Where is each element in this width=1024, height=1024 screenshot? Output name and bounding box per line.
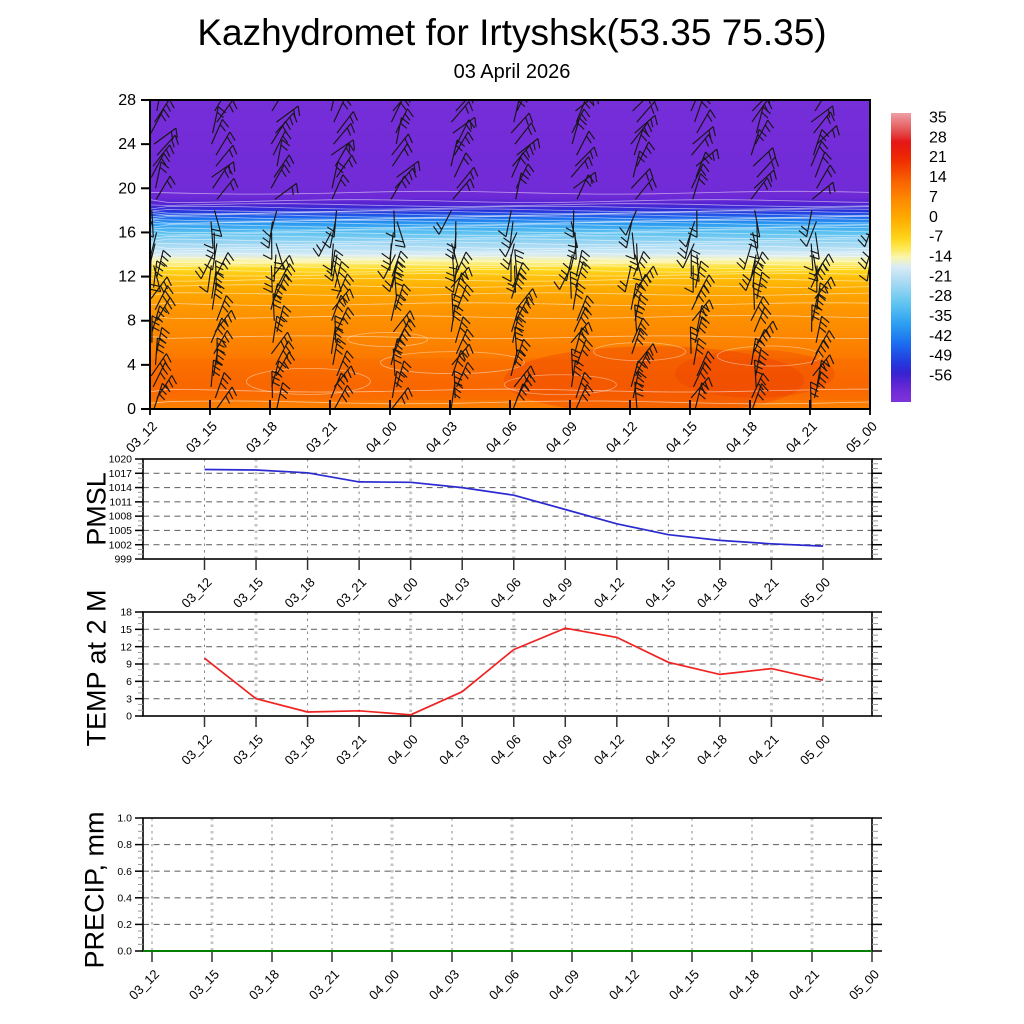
colorbar-tick-label: 21 — [929, 149, 947, 167]
precip-x-tick-label: 03_12 — [125, 966, 163, 1003]
precip-x-tick-label: 04_09 — [545, 966, 583, 1003]
precip-x-tick-label: 03_21 — [305, 966, 343, 1003]
pmsl-x-tick-label: 05_00 — [796, 574, 834, 611]
precip-panel — [117, 813, 882, 1003]
precip-x-tick-label: 04_21 — [785, 966, 823, 1003]
precip-y-tick-label: 0.6 — [117, 865, 132, 878]
pmsl-x-tick-label: 04_18 — [693, 574, 731, 611]
page-title: Kazhydromet for Irtyshsk(53.35 75.35) — [197, 12, 827, 53]
colorbar-tick-label: -56 — [929, 367, 953, 385]
temp-2m-x-tick-label: 03_12 — [178, 731, 215, 768]
precip-y-tick-label: 0.0 — [117, 945, 132, 958]
temp-2m-panel — [120, 607, 882, 768]
colorbar-tick-label: 7 — [929, 188, 938, 206]
precip-x-tick-label: 04_18 — [725, 966, 763, 1003]
colorbar-tick-label: 35 — [929, 109, 947, 127]
temp-2m-y-tick-label: 18 — [120, 606, 132, 619]
temp-2m-x-tick-label: 04_12 — [590, 731, 627, 768]
colorbar-tick-label: -14 — [929, 248, 953, 266]
temp-2m-y-tick-label: 0 — [126, 710, 132, 723]
precip-x-tick-label: 05_00 — [845, 966, 883, 1003]
colorbar-tick-label: -21 — [929, 268, 953, 286]
pmsl-x-tick-label: 04_06 — [487, 574, 524, 611]
profile-x-tick-label: 04_00 — [362, 418, 401, 456]
profile-x-tick-label: 04_15 — [662, 418, 701, 456]
profile-x-tick-label: 03_21 — [302, 418, 341, 456]
pmsl-axis-title: PMSL — [81, 472, 112, 546]
profile-y-tick-label: 4 — [127, 356, 136, 374]
temp-2m-y-tick-label: 9 — [126, 658, 132, 671]
pmsl-x-tick-label: 04_21 — [745, 574, 782, 611]
pmsl-y-tick-label: 1005 — [108, 525, 132, 538]
colorbar-tick-label: -35 — [929, 308, 953, 325]
temp-axis-title: TEMP at 2 M — [81, 589, 112, 747]
precip-y-tick-label: 1.0 — [117, 812, 132, 825]
pmsl-x-tick-label: 04_12 — [590, 574, 627, 611]
profile-y-tick-label: 16 — [118, 224, 136, 242]
temp-2m-y-tick-label: 12 — [120, 641, 132, 654]
pmsl-x-tick-label: 03_21 — [333, 574, 370, 611]
profile-x-tick-label: 04_21 — [782, 418, 821, 456]
pmsl-x-tick-label: 04_00 — [384, 574, 421, 611]
profile-y-tick-label: 8 — [127, 312, 136, 330]
pmsl-x-tick-label: 03_18 — [281, 574, 318, 611]
colorbar — [891, 110, 952, 403]
colorbar-tick-label: -7 — [929, 228, 944, 246]
precip-x-tick-label: 03_15 — [185, 966, 223, 1003]
colorbar-tick-label: 14 — [929, 169, 947, 187]
colorbar-tick-label: 28 — [929, 129, 947, 147]
pmsl-x-tick-label: 04_03 — [436, 574, 473, 611]
precip-x-tick-label: 04_03 — [425, 966, 463, 1003]
profile-x-tick-label: 04_18 — [722, 418, 761, 456]
profile-panel — [118, 74, 898, 456]
pmsl-y-tick-label: 1014 — [108, 482, 132, 495]
colorbar-tick-label: -28 — [929, 288, 953, 306]
temp-2m-x-tick-label: 04_18 — [693, 731, 731, 768]
pmsl-x-tick-label: 04_09 — [539, 574, 576, 611]
temp-2m-x-tick-label: 04_21 — [745, 731, 782, 768]
profile-y-tick-label: 28 — [118, 92, 136, 109]
profile-x-tick-label: 03_18 — [242, 418, 281, 456]
profile-x-tick-label: 03_12 — [122, 418, 161, 456]
temp-2m-y-tick-label: 3 — [126, 693, 132, 706]
precip-x-tick-label: 04_00 — [365, 966, 403, 1003]
temp-2m-x-tick-label: 03_18 — [281, 731, 318, 768]
profile-x-tick-label: 04_12 — [602, 418, 641, 456]
temp-2m-x-tick-label: 04_15 — [642, 731, 679, 768]
pmsl-y-tick-label: 1017 — [108, 467, 132, 480]
colorbar-tick-label: -49 — [929, 347, 953, 365]
precip-y-tick-label: 0.8 — [117, 839, 132, 852]
colorbar-tick-label: -42 — [929, 327, 953, 345]
precip-x-tick-label: 04_15 — [665, 966, 703, 1003]
pmsl-y-tick-label: 1008 — [108, 510, 132, 523]
temp-2m-x-tick-label: 03_21 — [333, 731, 370, 768]
profile-x-tick-label: 04_09 — [542, 418, 581, 456]
profile-y-tick-label: 12 — [118, 268, 136, 286]
profile-x-tick-label: 03_15 — [182, 418, 221, 456]
colorbar-tick-label: 0 — [929, 208, 938, 226]
page-subtitle: 03 April 2026 — [453, 61, 571, 83]
temp-2m-x-tick-label: 04_00 — [384, 731, 421, 768]
pmsl-panel — [109, 454, 882, 611]
pmsl-x-tick-label: 04_15 — [642, 574, 679, 611]
pmsl-y-tick-label: 999 — [114, 553, 132, 566]
temp-2m-x-tick-label: 05_00 — [796, 731, 834, 768]
temp-2m-y-tick-label: 15 — [120, 623, 132, 636]
profile-x-tick-label: 04_03 — [422, 418, 461, 456]
precip-x-tick-label: 04_06 — [485, 966, 523, 1003]
pmsl-x-tick-label: 03_12 — [178, 574, 215, 611]
temp-2m-x-tick-label: 03_15 — [229, 731, 267, 768]
profile-x-tick-label: 05_00 — [842, 418, 881, 456]
pmsl-y-tick-label: 1020 — [108, 453, 132, 466]
temp-2m-x-tick-label: 04_06 — [487, 731, 524, 768]
pmsl-x-tick-label: 03_15 — [229, 574, 267, 611]
precip-x-tick-label: 04_12 — [605, 966, 643, 1003]
temp-2m-x-tick-label: 04_09 — [539, 731, 576, 768]
precip-x-tick-label: 03_18 — [245, 966, 283, 1003]
profile-y-tick-label: 0 — [127, 401, 136, 418]
pmsl-y-tick-label: 1002 — [108, 539, 132, 552]
precip-axis-title: PRECIP, mm — [79, 811, 110, 969]
precip-y-tick-label: 0.2 — [117, 919, 132, 931]
temp-2m-x-tick-label: 04_03 — [436, 731, 473, 768]
profile-y-tick-label: 24 — [118, 136, 136, 154]
precip-y-tick-label: 0.4 — [117, 892, 132, 905]
colorbar-gradient — [891, 113, 911, 402]
profile-y-tick-label: 20 — [118, 180, 136, 198]
pmsl-y-tick-label: 1011 — [109, 496, 132, 509]
profile-x-tick-label: 04_06 — [482, 418, 521, 456]
temp-2m-y-tick-label: 6 — [126, 675, 132, 688]
